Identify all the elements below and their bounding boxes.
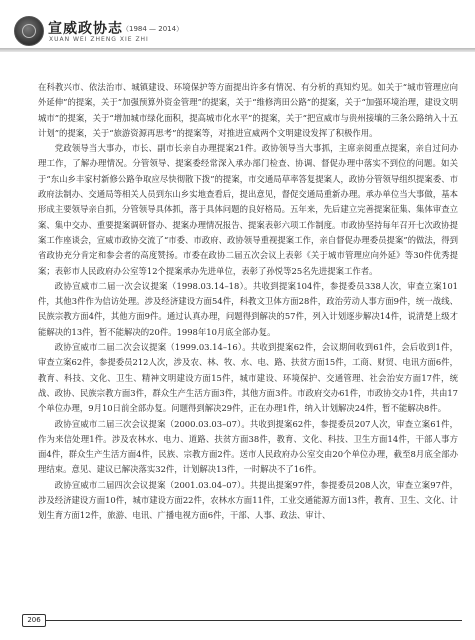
paragraph: 政协宣威市二届四次会议提案（2001.03.04–07）。共提出提案97件，参提委员208人次，审查立案97件，涉及经济建设方面10件，城市建设方面22件，农林水方面11件，工业交通能源方面13件，教育、卫生、文化、计划生育方面12件，旅游、电讯、广播电视方面6件，干部、人事、政法、审计、: [38, 479, 458, 521]
paragraph: 政协宣威市二届一次会议提案（1998.03.14–18）。共收到提案104件，参提委员338人次，审查立案101件，其他3件作为信访处理。涉及经济建设方面54件，科教文卫体方面28件，政治劳动人事方面9件，统一战线、民族宗教方面4件，其他方面9件。通过认真办理，问题得到解决的57件，列入计划逐步解决14件，说清楚上级才能解决的13件，暂不能解决的20件。1998年10月底全部办复。: [38, 280, 458, 337]
page-header: [0, 0, 475, 75]
emblem-inner-ring: [22, 24, 36, 38]
body-text: [38, 80, 458, 524]
paragraph: 党政领导当大事办，市长、副市长亲自办理提案21件。政协领导当大事抓，主席亲阅重点提案，亲自过问办理工作，了解办理情况。分管领导、提案委经常深入承办部门检查、协调、督促办理中落实不到位的问题。如关于“东山乡丰家村新修公路争取应尽快彻散下拨”的提案，市交通局草率答复提案人，政协分管领导组织提案委、市政府法制办、交通局等相关人员到东山乡实地查看后，提出意见，督促交通局重新办理。承办单位当大事做，基本形成主要领导亲自抓，分管领导具体抓，落于具体问题的良好格局。五年来，先后建立完善提案征集、集体审查立案、集中交办、重要提案调研督办、提案办理情况报告、提案表彰六项工作制度。市政协坚持每年召开七次政协提案工作座谈会，宣威市政协交流了“市委、市政府、政协领导重视提案工作，亲自督促办理委员提案”的做法，得到省政协充分肯定和参会者的高度赞扬。市委在政协二届五次会议上表彰《关于城市管理应向外延》等30件优秀提案；表彰市人民政府办公室等12个提案承办先进单位，表彰了孙悦等25名先进提案工作者。: [38, 143, 458, 276]
paragraph: 政协宣威市二届二次会议提案（1999.03.14–16）。共收到提案62件，会议期间收到61件，会后收到1件，审查立案62件，参提委员212人次，涉及农、林、牧、水、电、路、扶贫方面15件，工商、财贸、电讯方面6件，教育、科技、文化、卫生、精神文明建设方面15件，城市建设、环境保护、交通管理、社会治安方面17件，统战、政协、民族宗教方面3件，群众生产生活方面3件，其他方面3件。市政府交办61件，市政协交办1件，共由17个单位办理，9月10日前全部办复。问题得到解决29件，正在办理1件，纳入计划解决24件，暂不能解决8件。: [38, 342, 458, 414]
page-number: 206: [22, 614, 46, 627]
paragraph: 在科教兴市、依法治市、城镇建设、环境保护等方面提出许多有情况、有分析的真知灼见。如关于“城市管理应向外延伸”的提案，关于“加强预算外资金管理”的提案，关于“维修湾田公路”的提案，关于“加强环境治理，建设文明城市”的提案，关于“增加城市绿化面积，提高城市化水平”的提案，关于“把宣威市与贵州接壤的三条公路纳入十五计划”的提案，关于“旅游资源再思考”的提案等，对推进宣威两个文明建设发挥了积极作用。: [38, 82, 458, 138]
book-years: （1984 — 2014）: [122, 25, 184, 33]
paragraph: 政协宣威市二届三次会议提案（2000.03.03–07）。共收到提案62件，参提委员207人次，审查立案61件，作为来信处理1件。涉及农林水、电力、道路、扶贫方面38件，教育、文化、科技、卫生方面14件，干部人事方面4件，群众生产生活方面4件，民族、宗教方面2件。送市人民政府办公室交由20个单位办理，截至8月底全部办理结束。意见、建议已解决落实32件，计划解决13件，一时解决不了16件。: [38, 418, 458, 475]
header-divider: [0, 48, 475, 52]
footer-divider: [44, 620, 462, 621]
book-title-pinyin: XUAN WEI ZHENG XIE ZHI: [49, 36, 149, 43]
cppcc-emblem-icon: [14, 16, 44, 46]
book-title: 宣威政协志: [48, 21, 123, 37]
